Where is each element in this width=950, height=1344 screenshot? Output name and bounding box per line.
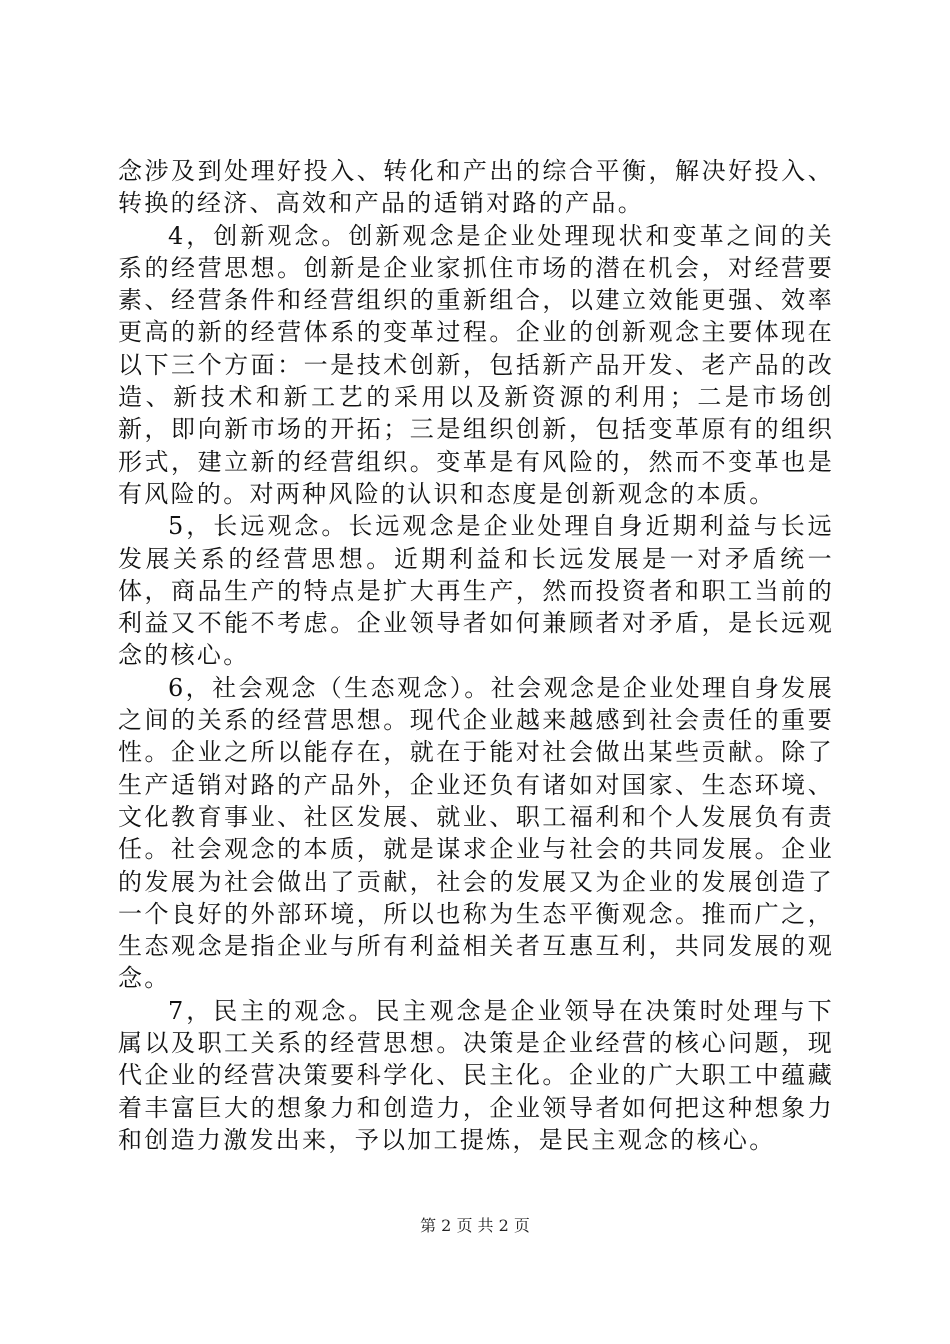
document-body [118,155,834,1156]
paragraph-innovation-concept: 4，创新观念。创新观念是企业处理现状和变革之间的关系的经营思想。创新是企业家抓住市场的潜在机会，对经营要素、经营条件和经营组织的重新组合，以建立效能更强、效率更高的新的经营体系的变革过程。企业的创新观念主要体现在以下三个方面：一是技术创新，包括新产品开发、老产品的改造、新技术和新工艺的采用以及新资源的利用；二是市场创新，即向新市场的开拓；三是组织创新，包括变革原有的组织形式，建立新的经营组织。变革是有风险的，然而不变革也是有风险的。对两种风险的认识和态度是创新观念的本质。 [118,221,834,508]
paragraph-democratic-concept: 7，民主的观念。民主观念是企业领导在决策时处理与下属以及职工关系的经营思想。决策是企业经营的核心问题，现代企业的经营决策要科学化、民主化。企业的广大职工中蕴藏着丰富巨大的想象力和创造力，企业领导者如何把这种想象力和创造力激发出来，予以加工提炼，是民主观念的核心。 [118,996,834,1154]
paragraph-long-term-concept: 5，长远观念。长远观念是企业处理自身近期利益与长远发展关系的经营思想。近期利益和长远发展是一对矛盾统一体，商品生产的特点是扩大再生产，然而投资者和职工当前的利益又不能不考虑。企业领导者如何兼顾者对矛盾，是长远观念的核心。 [118,512,834,670]
paragraph-social-concept: 6，社会观念（生态观念）。社会观念是企业处理自身发展之间的关系的经营思想。现代企业越来越感到社会责任的重要性。企业之所以能存在，就在于能对社会做出某些贡献。除了生产适销对路的产品外，企业还负有诸如对国家、生态环境、文化教育事业、社区发展、就业、职工福利和个人发展负有责任。社会观念的本质，就是谋求企业与社会的共同发展。企业的发展为社会做出了贡献，社会的发展又为企业的发展创造了一个良好的外部环境，所以也称为生态平衡观念。推而广之，生态观念是指企业与所有利益相关者互惠互利，共同发展的观念。 [118,673,834,993]
page-number-footer: 第 2 页 共 2 页 [420,1216,530,1235]
paragraph-continuation: 念涉及到处理好投入、转化和产出的综合平衡，解决好投入、转换的经济、高效和产品的适销对路的产品。 [118,157,834,218]
